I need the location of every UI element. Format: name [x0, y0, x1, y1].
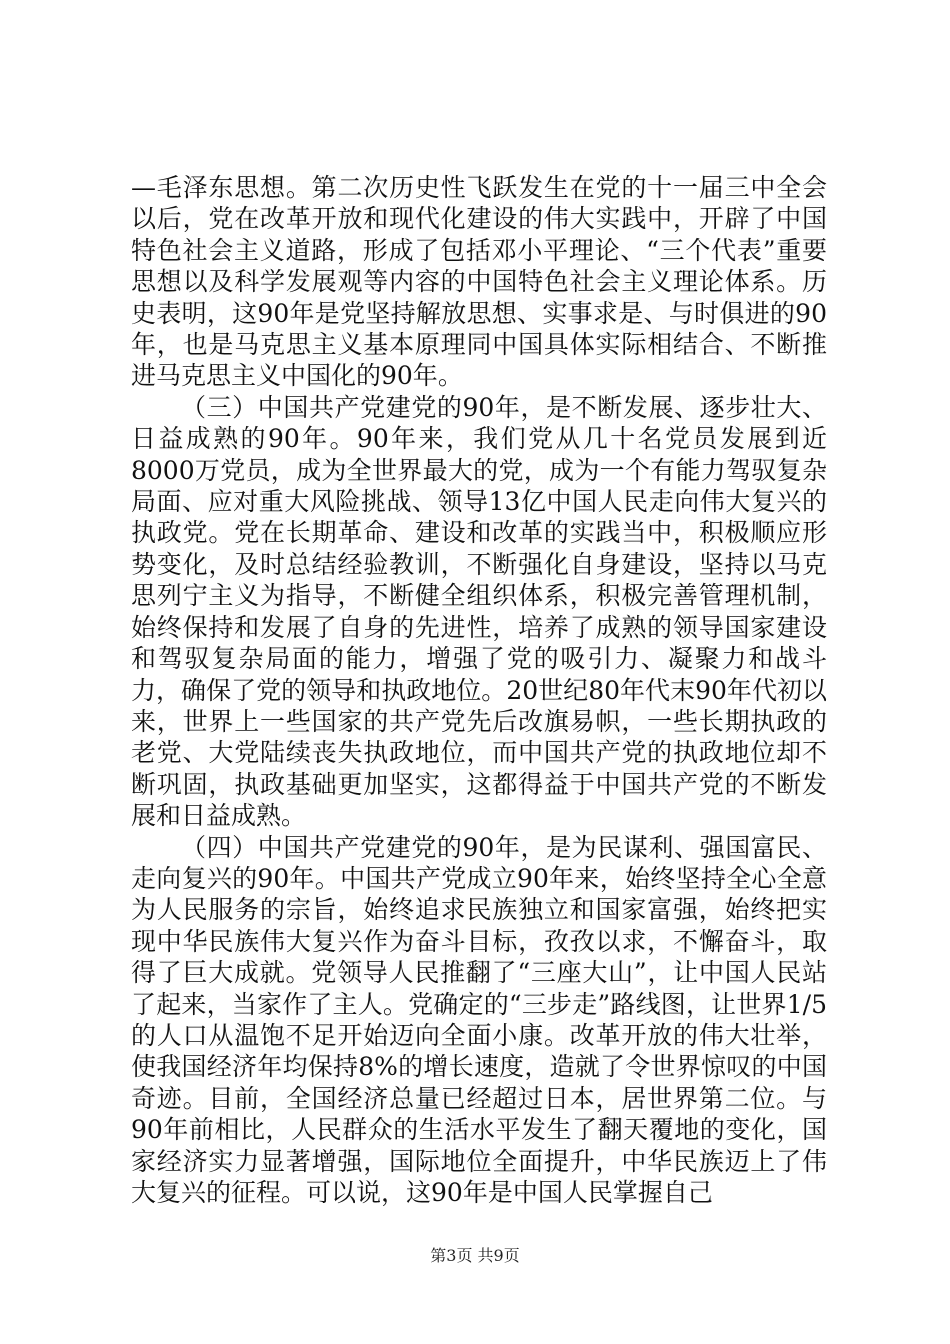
page-number-footer: 第3页 共9页 [430, 1246, 520, 1265]
paragraph-section-three: （三）中国共产党建党的90年，是不断发展、逐步壮大、日益成熟的90年。90年来，我们党从几十名党员发展到近8000万党员，成为全世界最大的党，成为一个有能力驾驭复杂局面、应对重大风险挑战、领导13亿中国人民走向伟大复兴的执政党。党在长期革命、建设和改革的实践当中，积极顺应形势变化，及时总结经验教训，不断强化自身建设，坚持以马克思列宁主义为指导，不断健全组织体系，积极完善管理机制，始终保持和发展了自身的先进性，培养了成熟的领导国家建设和驾驭复杂局面的能力，增强了党的吸引力、凝聚力和战斗力，确保了党的领导和执政地位。20世纪80年代末90年代初以来，世界上一些国家的共产党先后改旗易帜，一些长期执政的老党、大党陆续丧失执政地位，而中国共产党的执政地位却不断巩固，执政基础更加坚实，这都得益于中国共产党的不断发展和日益成熟。 [131, 392, 827, 831]
document-body [131, 172, 827, 1208]
paragraph-continuation: —毛泽东思想。第二次历史性飞跃发生在党的十一届三中全会以后，党在改革开放和现代化建设的伟大实践中，开辟了中国特色社会主义道路，形成了包括邓小平理论、“三个代表”重要思想以及科学发展观等内容的中国特色社会主义理论体系。历史表明，这90年是党坚持解放思想、实事求是、与时俱进的90年，也是马克思主义基本原理同中国具体实际相结合、不断推进马克思主义中国化的90年。 [131, 173, 827, 391]
paragraph-section-four: （四）中国共产党建党的90年，是为民谋利、强国富民、走向复兴的90年。中国共产党成立90年来，始终坚持全心全意为人民服务的宗旨，始终追求民族独立和国家富强，始终把实现中华民族伟大复兴作为奋斗目标，孜孜以求，不懈奋斗，取得了巨大成就。党领导人民推翻了“三座大山”，让中国人民站了起来，当家作了主人。党确定的“三步走”路线图，让世界1/5的人口从温饱不足开始迈向全面小康。改革开放的伟大壮举，使我国经济年均保持8%的增长速度，造就了令世界惊叹的中国奇迹。目前，全国经济总量已经超过日本，居世界第二位。与90年前相比，人民群众的生活水平发生了翻天覆地的变化，国家经济实力显著增强，国际地位全面提升，中华民族迈上了伟大复兴的征程。可以说，这90年是中国人民掌握自己 [131, 832, 827, 1207]
